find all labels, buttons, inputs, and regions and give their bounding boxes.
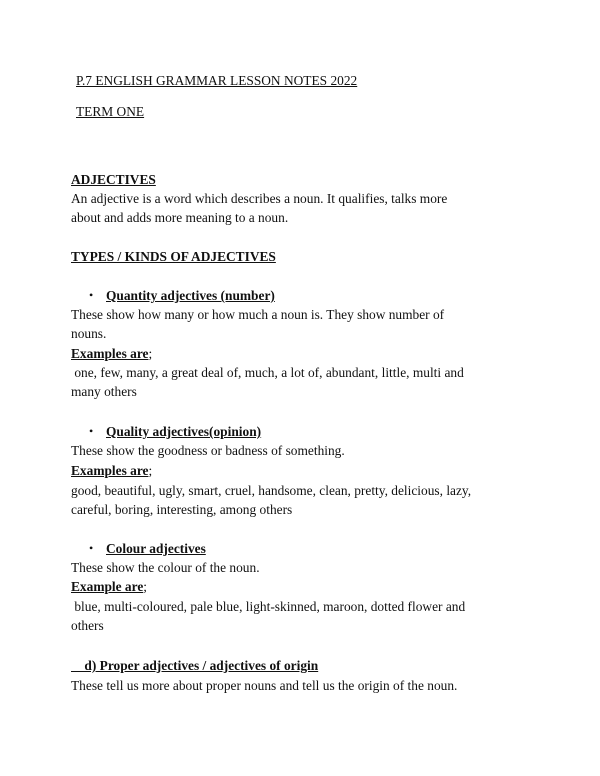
section-title-proper: d) Proper adjectives / adjectives of origin (71, 658, 319, 673)
examples-line-1: blue, multi-coloured, pale blue, light-skinned, maroon, dotted flower and (71, 599, 466, 614)
section-desc-line-1: These tell us more about proper nouns and tell us the origin of the noun. (71, 678, 458, 693)
section-desc-line-1: These show the colour of the noun. (71, 560, 260, 575)
examples-label: Examples are (71, 346, 149, 361)
section-desc-line-2: nouns. (71, 326, 107, 341)
examples-label-line (71, 461, 152, 481)
examples-line-1: one, few, many, a great deal of, much, a lot of, abundant, little, multi and (71, 365, 464, 380)
section-title-colour: Colour adjectives (106, 541, 206, 556)
bullet-icon: • (89, 541, 94, 555)
examples-suffix: ; (148, 463, 153, 478)
bullet-icon: • (89, 424, 94, 438)
definition-line-1: An adjective is a word which describes a noun. It qualifies, talks more (71, 191, 448, 206)
examples-line-2: many others (71, 384, 137, 399)
examples-line-1: good, beautiful, ugly, smart, cruel, handsome, clean, pretty, delicious, lazy, (71, 483, 472, 498)
examples-suffix: ; (148, 346, 153, 361)
section-desc-line-1: These show the goodness or badness of something. (71, 443, 345, 458)
examples-label-line (71, 577, 147, 597)
types-heading: TYPES / KINDS OF ADJECTIVES (71, 249, 276, 264)
examples-label: Example are (71, 579, 144, 594)
examples-suffix: ; (143, 579, 148, 594)
document-title: P.7 ENGLISH GRAMMAR LESSON NOTES 2022 (76, 73, 358, 88)
examples-label-line (71, 344, 152, 364)
examples-line-2: others (71, 618, 104, 633)
term-label: TERM ONE (76, 104, 145, 119)
bullet-icon: • (89, 288, 94, 302)
section-title-quantity: Quantity adjectives (number) (106, 288, 275, 303)
section-desc-line-1: These show how many or how much a noun is. They show number of (71, 307, 445, 322)
examples-line-2: careful, boring, interesting, among others (71, 502, 293, 517)
adjectives-heading: ADJECTIVES (71, 172, 156, 187)
examples-label: Examples are (71, 463, 149, 478)
section-title-quality: Quality adjectives(opinion) (106, 424, 262, 439)
definition-line-2: about and adds more meaning to a noun. (71, 210, 289, 225)
